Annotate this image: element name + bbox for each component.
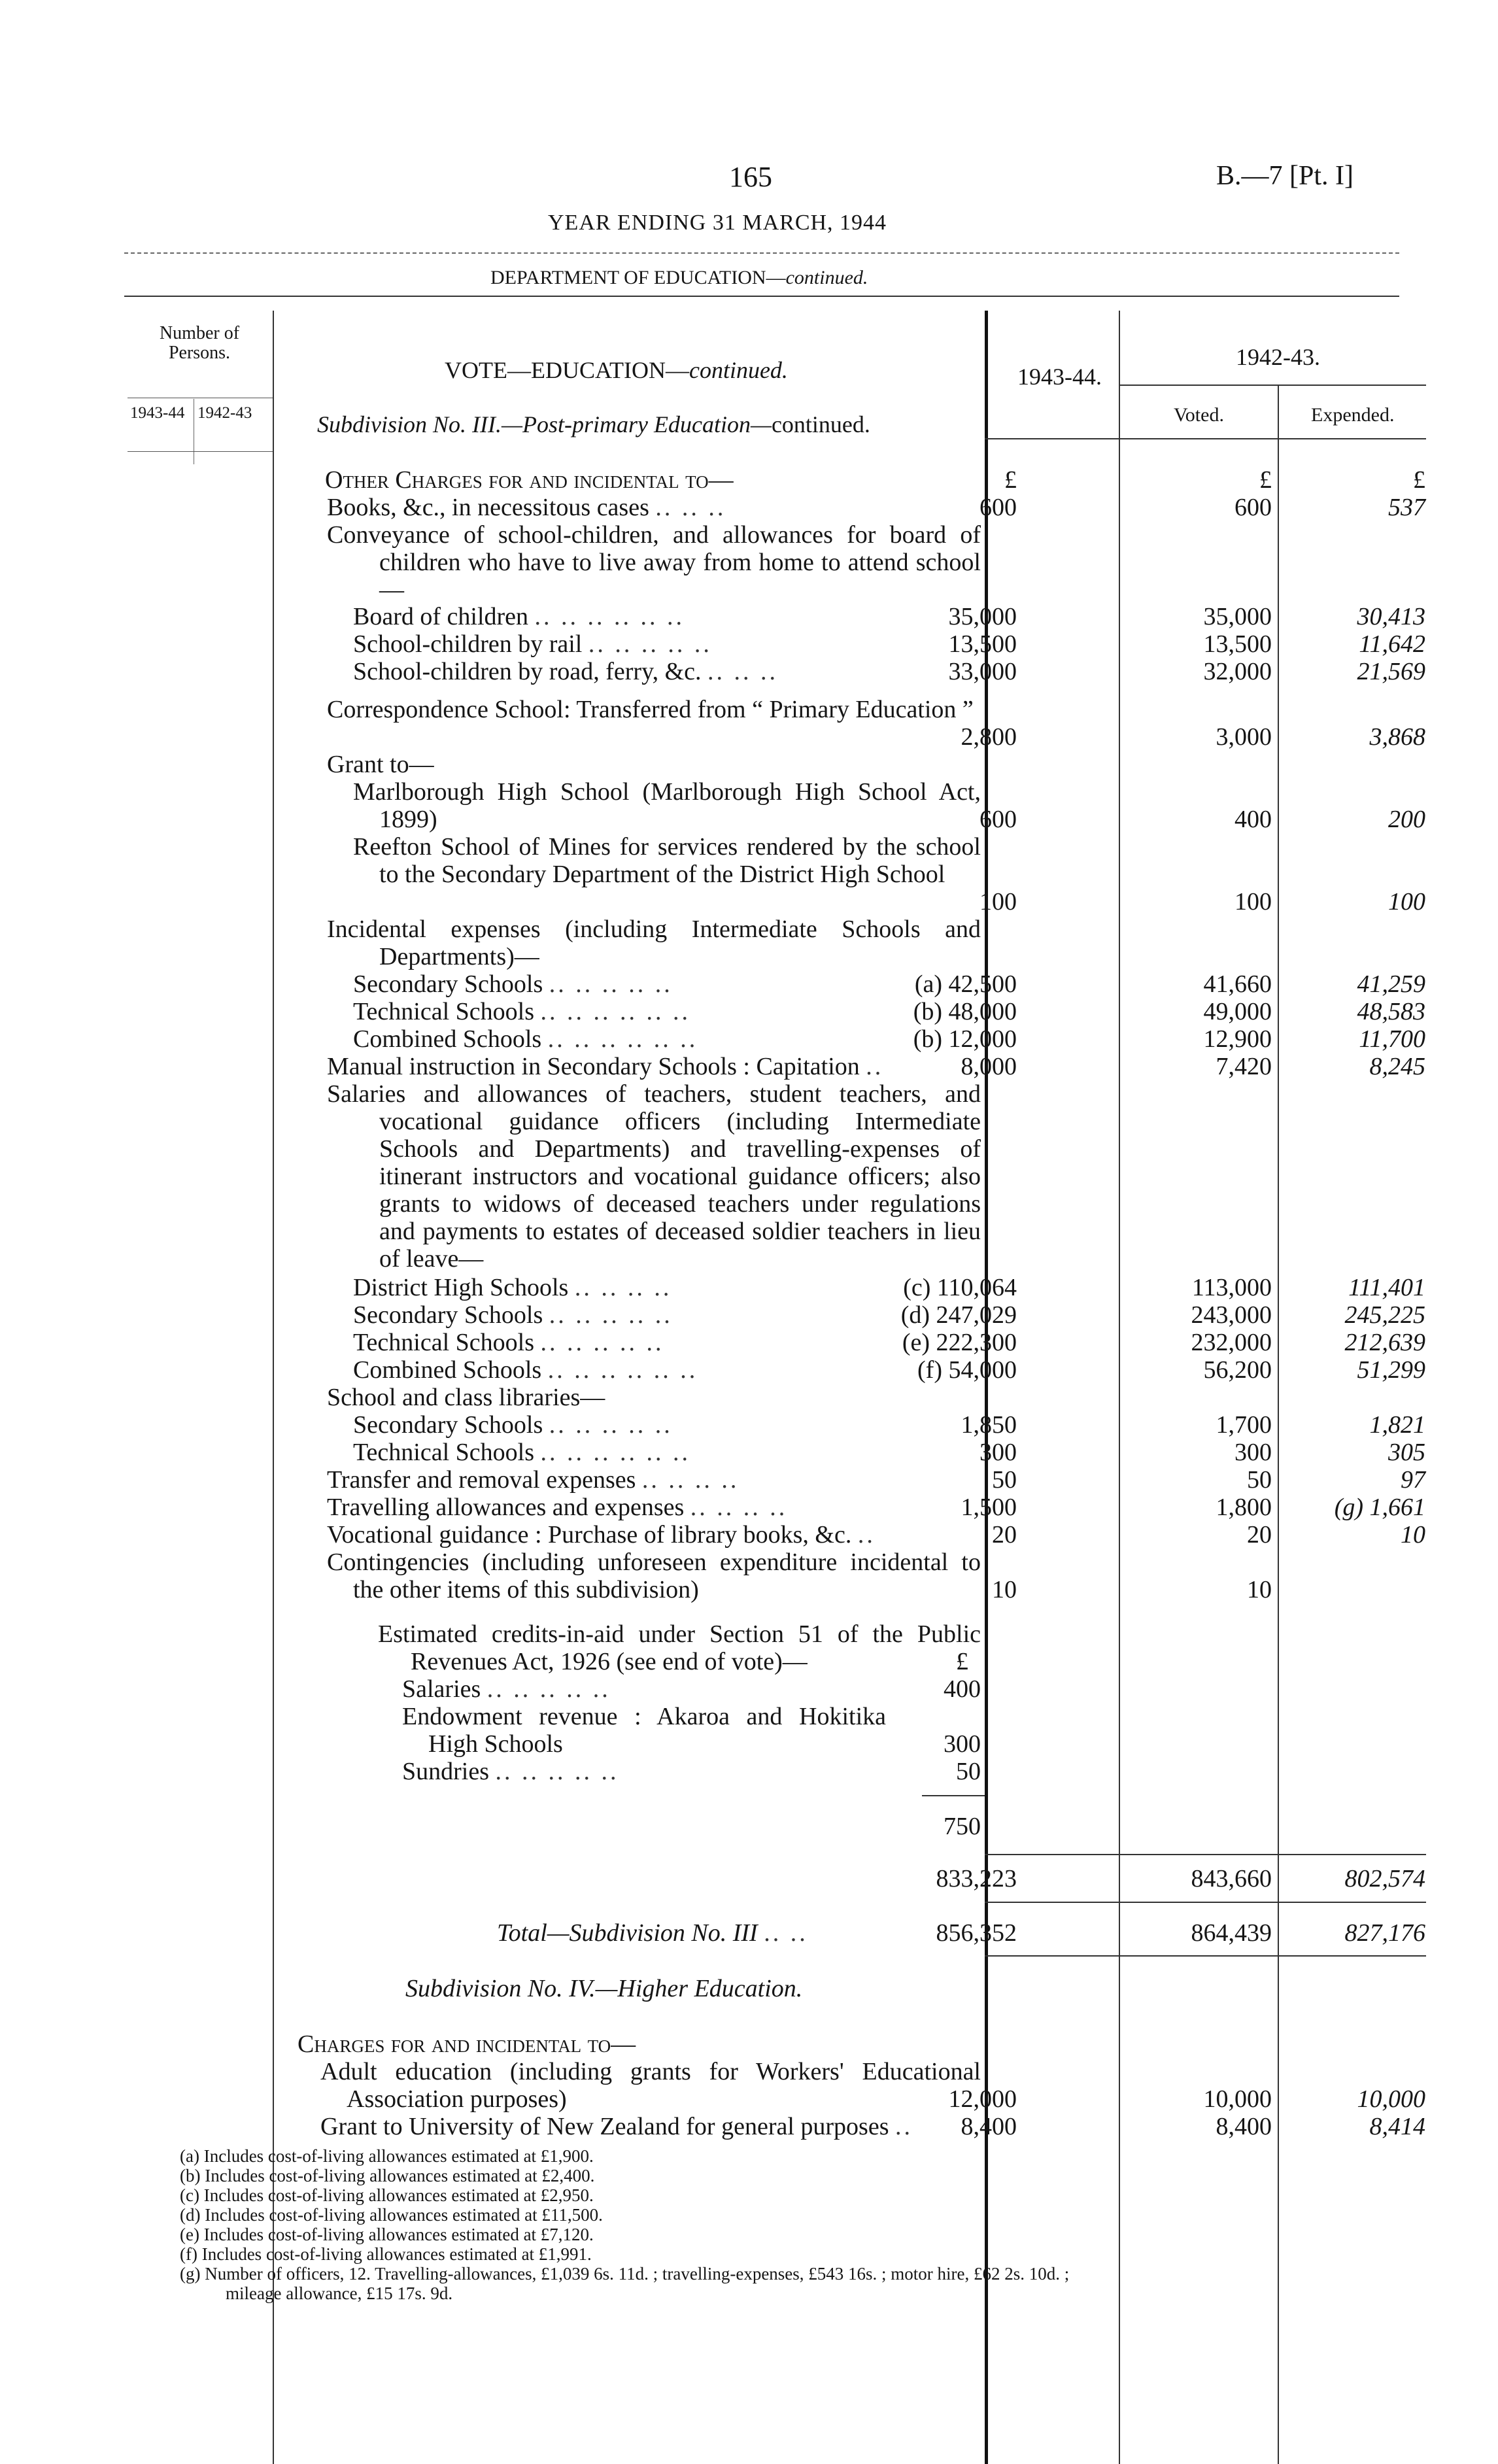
- credits-in-aid-intro: Estimated credits-in-aid under Section 51 of the Public Revenues Act, 1926 (see end of vote)—: [378, 1620, 981, 1675]
- row-value-1943-44: 2,800: [961, 723, 1017, 751]
- row-value-expended: 48,583: [1357, 998, 1425, 1025]
- credit-label: Salaries .. .. .. .. ..: [402, 1675, 611, 1703]
- row-value-1943-44: 1,850: [961, 1411, 1017, 1439]
- row-value-expended: 51,299: [1357, 1356, 1425, 1384]
- row-label: Secondary Schools .. .. .. .. ..: [353, 970, 673, 998]
- number-of-persons-header: Number of Persons.: [159, 323, 240, 363]
- libraries-heading: School and class libraries—: [327, 1384, 605, 1411]
- subtotal-rule: [985, 1854, 1426, 1855]
- department-title: [490, 267, 868, 289]
- row-value-voted: 243,000: [1191, 1301, 1272, 1329]
- row-value-1943-44: (f) 54,000: [917, 1356, 1017, 1384]
- column-header-1942-43: 1942-43.: [1236, 344, 1320, 370]
- row-label: Technical Schools .. .. .. .. .. ..: [353, 1439, 690, 1466]
- row-label: Reefton School of Mines for services rendered by the school to the Secondary Department of the District High School: [353, 833, 981, 888]
- row-value-voted: 41,660: [1203, 970, 1272, 998]
- row-label: Board of children .. .. .. .. .. ..: [353, 603, 685, 630]
- row-value-voted: 3,000: [1216, 723, 1272, 751]
- row-value-expended: 111,401: [1348, 1274, 1425, 1301]
- footnote-d: (d) Includes cost-of-living allowances estimated at £11,500.: [180, 2205, 603, 2225]
- row-value-voted: 8,400: [1216, 2113, 1272, 2140]
- row-label: Books, &c., in necessitous cases .. .. ..: [327, 494, 726, 521]
- row-value-1943-44: (b) 12,000: [913, 1025, 1017, 1053]
- year-line: YEAR ENDING 31 MARCH, 1944: [548, 211, 887, 235]
- subdivision-continued: continued.: [771, 411, 870, 437]
- department-name: DEPARTMENT OF EDUCATION—: [490, 267, 786, 288]
- subdivision-iv-charges-heading: Charges for and incidental to—: [298, 2030, 636, 2058]
- incidental-expenses-heading: Incidental expenses (including Intermediate Schools and Departments)—: [327, 915, 981, 970]
- credit-value: 50: [956, 1758, 981, 1785]
- row-value-voted: 12,900: [1203, 1025, 1272, 1053]
- credit-label: Sundries .. .. .. .. ..: [402, 1758, 619, 1785]
- row-value-1943-44: 8,400: [961, 2113, 1017, 2140]
- row-value-voted: 13,500: [1203, 630, 1272, 658]
- row-label: Vocational guidance : Purchase of library books, &c. ..: [327, 1521, 876, 1549]
- persons-column-divider: [273, 311, 274, 2464]
- row-value-expended: 1,821: [1369, 1411, 1425, 1439]
- subtotal-expended: 802,574: [1344, 1865, 1425, 1892]
- row-value-expended: 537: [1388, 494, 1425, 521]
- grant-to-heading: Grant to—: [327, 751, 434, 778]
- row-label: School-children by rail .. .. .. .. ..: [353, 630, 712, 658]
- row-label: Secondary Schools .. .. .. .. ..: [353, 1411, 673, 1439]
- row-value-voted: 10,000: [1203, 2085, 1272, 2113]
- total-label: Total—Subdivision No. III .. ..: [497, 1919, 808, 1947]
- row-value-expended: 41,259: [1357, 970, 1425, 998]
- amount-header-rule: [985, 438, 1426, 439]
- row-value-voted: 49,000: [1203, 998, 1272, 1025]
- row-value-expended: (g) 1,661: [1334, 1494, 1425, 1521]
- subdivision-name: Subdivision No. III.—Post-primary Education—: [317, 411, 772, 437]
- row-label: School-children by road, ferry, &c. .. .. ..: [353, 658, 779, 685]
- row-value-voted: 56,200: [1203, 1356, 1272, 1384]
- footnote-c: (c) Includes cost-of-living allowances estimated at £2,950.: [180, 2185, 594, 2205]
- row-label: Transfer and removal expenses .. .. .. ..: [327, 1466, 740, 1494]
- pound-sign-1943-44: £: [1004, 466, 1017, 494]
- footnote-e: (e) Includes cost-of-living allowances estimated at £7,120.: [180, 2225, 594, 2244]
- row-value-expended: 10,000: [1357, 2085, 1425, 2113]
- subdivision-title: [317, 411, 870, 438]
- total-bottom-rule: [985, 1955, 1426, 1957]
- persons-year-1942-43: 1942-43: [197, 404, 252, 422]
- other-charges-heading: Other Charges for and incidental to—: [325, 466, 734, 494]
- row-value-expended: 97: [1401, 1466, 1425, 1494]
- footnote-f: (f) Includes cost-of-living allowances estimated at £1,991.: [180, 2244, 592, 2264]
- row-value-voted: 600: [1234, 494, 1272, 521]
- row-value-expended: 11,642: [1359, 630, 1425, 658]
- credits-total-rule: [922, 1795, 985, 1796]
- footnote-b: (b) Includes cost-of-living allowances estimated at £2,400.: [180, 2166, 595, 2185]
- persons-year-1943-44: 1943-44: [130, 404, 185, 422]
- row-value-expended: 100: [1388, 888, 1425, 915]
- column-header-expended: Expended.: [1311, 404, 1395, 426]
- row-label: Correspondence School: Transferred from “ Primary Education ”: [327, 696, 974, 723]
- row-value-voted: 32,000: [1203, 658, 1272, 685]
- row-value-1943-44: 12,000: [948, 2085, 1017, 2113]
- row-value-1943-44: 13,500: [948, 630, 1017, 658]
- pound-sign-expended: £: [1413, 466, 1425, 494]
- row-value-voted: 113,000: [1191, 1274, 1272, 1301]
- total-rule: [985, 1902, 1426, 1903]
- credits-total: 750: [944, 1813, 981, 1840]
- row-label: Technical Schools .. .. .. .. .. ..: [353, 998, 690, 1025]
- row-value-voted: 1,700: [1216, 1411, 1272, 1439]
- row-value-expended: 200: [1388, 806, 1425, 833]
- row-value-expended: 245,225: [1344, 1301, 1425, 1329]
- subtotal-voted: 843,660: [1191, 1865, 1272, 1892]
- footnote-g-continued: mileage allowance, £15 17s. 9d.: [226, 2284, 453, 2303]
- row-value-1943-44: 33,000: [948, 658, 1017, 685]
- total-expended: 827,176: [1344, 1919, 1425, 1947]
- row-value-expended: 30,413: [1357, 603, 1425, 630]
- row-value-voted: 1,800: [1216, 1494, 1272, 1521]
- credit-label: Endowment revenue : Akaroa and Hokitika High Schools: [402, 1703, 886, 1758]
- row-value-1943-44: 600: [979, 494, 1017, 521]
- row-value-voted: 50: [1247, 1466, 1272, 1494]
- credits-pound-sign: £: [956, 1648, 968, 1675]
- row-value-1943-44: 50: [992, 1466, 1017, 1494]
- row-value-voted: 10: [1247, 1576, 1272, 1603]
- footnote-a: (a) Includes cost-of-living allowances estimated at £1,900.: [180, 2146, 594, 2166]
- row-label: Manual instruction in Secondary Schools : Capitation ..: [327, 1053, 884, 1080]
- department-continued: continued.: [785, 267, 868, 288]
- row-label: Marlborough High School (Marlborough High School Act, 1899): [353, 778, 981, 833]
- credit-value: 300: [944, 1730, 981, 1758]
- column-header-voted: Voted.: [1174, 404, 1224, 426]
- column-header-1943-44: 1943-44.: [1017, 364, 1102, 390]
- row-value-1943-44: 100: [979, 888, 1017, 915]
- row-value-1943-44: (c) 110,064: [903, 1274, 1017, 1301]
- persons-header-rule: [128, 451, 273, 452]
- table-top-rule: [124, 296, 1399, 297]
- vote-continued: continued.: [689, 357, 788, 383]
- row-value-expended: 8,245: [1369, 1053, 1425, 1080]
- document-reference: B.—7 [Pt. I]: [1216, 161, 1353, 191]
- row-label: Combined Schools .. .. .. .. .. ..: [353, 1356, 698, 1384]
- total-voted: 864,439: [1191, 1919, 1272, 1947]
- conveyance-heading: Conveyance of school-children, and allowances for board of children who have to live away from home to attend school—: [327, 521, 981, 604]
- pound-sign-voted: £: [1259, 466, 1272, 494]
- row-label: Travelling allowances and expenses .. .. .. ..: [327, 1494, 788, 1521]
- row-label: Technical Schools .. .. .. .. ..: [353, 1329, 664, 1356]
- row-label: Contingencies (including unforeseen expenditure incidental to the other items of this subdivision): [327, 1549, 981, 1603]
- row-value-1943-44: (d) 247,029: [900, 1301, 1017, 1329]
- row-value-expended: 3,868: [1369, 723, 1425, 751]
- row-value-voted: 100: [1234, 888, 1272, 915]
- row-value-expended: 21,569: [1357, 658, 1425, 685]
- total-1943-44: 856,352: [936, 1919, 1017, 1947]
- row-value-1943-44: (b) 48,000: [913, 998, 1017, 1025]
- row-value-expended: 305: [1388, 1439, 1425, 1466]
- row-value-expended: 212,639: [1344, 1329, 1425, 1356]
- row-label: Adult education (including grants for Workers' Educational Association purposes): [320, 2058, 981, 2113]
- footnote-g: (g) Number of officers, 12. Travelling-allowances, £1,039 6s. 11d. ; travelling-expenses, £543 16s. ; motor hire, £62 2s. 10d. ;: [180, 2264, 1070, 2284]
- row-value-voted: 232,000: [1191, 1329, 1272, 1356]
- vote-name: VOTE—EDUCATION—: [445, 357, 689, 383]
- vote-title: [445, 356, 788, 384]
- row-value-expended: 11,700: [1359, 1025, 1425, 1053]
- row-value-voted: 400: [1234, 806, 1272, 833]
- row-value-voted: 20: [1247, 1521, 1272, 1549]
- salaries-heading: Salaries and allowances of teachers, student teachers, and vocational guidance officers (including Intermediate Schools and Departments) and travelling-expenses of itinerant instructors and vocational guidance officers; also grants to widows of deceased teachers under regulations and payments to estates of deceased soldier teachers in lieu of leave—: [327, 1080, 981, 1273]
- subdivision-iv-title: Subdivision No. IV.—Higher Education.: [405, 1975, 803, 2002]
- row-value-1943-44: 1,500: [961, 1494, 1017, 1521]
- row-value-1943-44: 35,000: [948, 603, 1017, 630]
- page-number: 165: [729, 161, 772, 193]
- row-value-1943-44: 600: [979, 806, 1017, 833]
- header-rule: [124, 252, 1399, 254]
- row-value-1943-44: 20: [992, 1521, 1017, 1549]
- row-value-1943-44: 8,000: [961, 1053, 1017, 1080]
- row-value-expended: 10: [1401, 1521, 1425, 1549]
- row-value-1943-44: (e) 222,300: [902, 1329, 1017, 1356]
- row-label: Combined Schools .. .. .. .. .. ..: [353, 1025, 698, 1053]
- year-subheader-rule: [1119, 385, 1426, 386]
- row-value-1943-44: 300: [979, 1439, 1017, 1466]
- subtotal-1943-44: 833,223: [936, 1865, 1017, 1892]
- row-label: District High Schools .. .. .. ..: [353, 1274, 672, 1301]
- row-label: Secondary Schools .. .. .. .. ..: [353, 1301, 673, 1329]
- row-value-voted: 7,420: [1216, 1053, 1272, 1080]
- row-value-voted: 35,000: [1203, 603, 1272, 630]
- row-label: Grant to University of New Zealand for general purposes ..: [320, 2113, 913, 2140]
- row-value-1943-44: (a) 42,500: [914, 970, 1017, 998]
- row-value-expended: 8,414: [1369, 2113, 1425, 2140]
- credit-value: 400: [944, 1675, 981, 1703]
- amount-column-divider-2: [1119, 311, 1120, 2464]
- row-value-voted: 300: [1234, 1439, 1272, 1466]
- row-value-1943-44: 10: [992, 1576, 1017, 1603]
